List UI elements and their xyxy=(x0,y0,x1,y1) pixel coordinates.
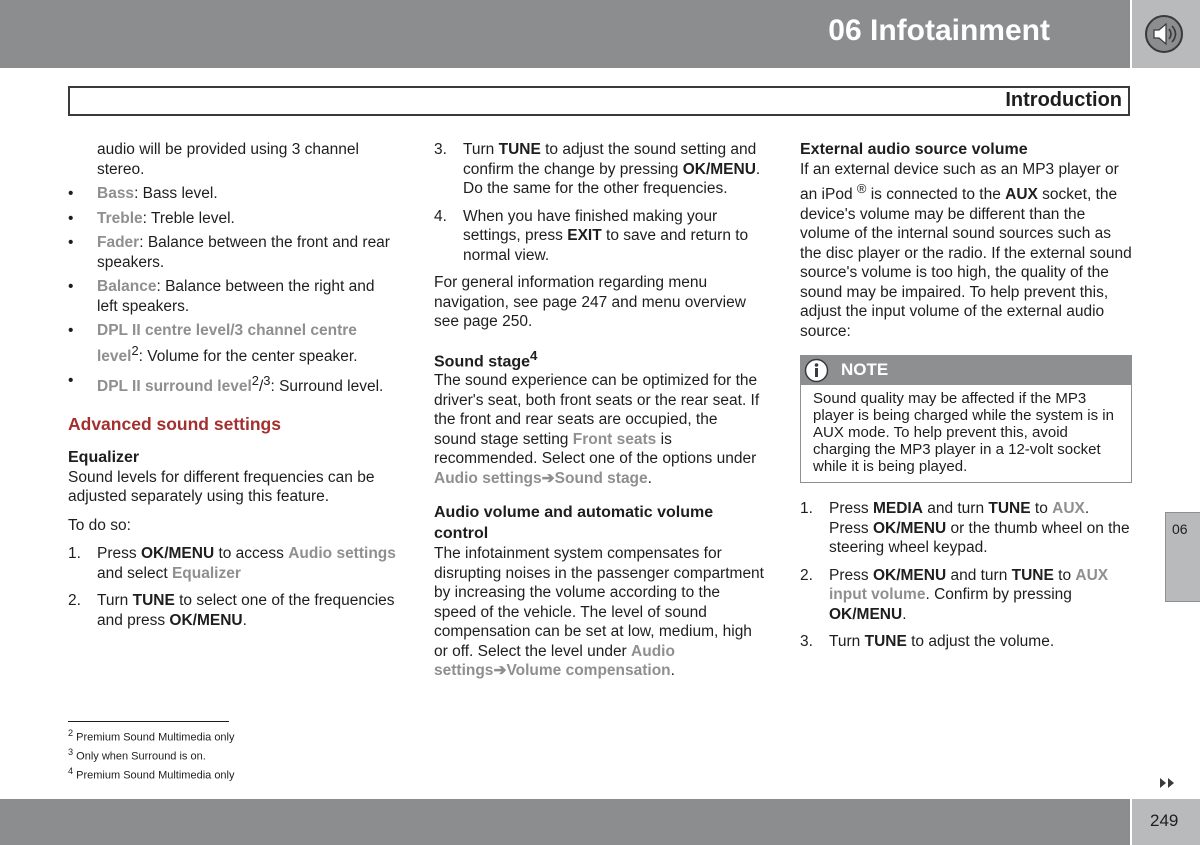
note-box xyxy=(800,355,1132,483)
note-text: Sound quality may be affected if the MP3 player is being charged while the system is in AUX mode. To help prevent this, avoid charging the MP3 player in a 12-volt socket while it is being played. xyxy=(813,390,1114,476)
bullet-text: : Surround level. xyxy=(270,378,384,396)
menu-term: Volume compensation xyxy=(506,662,671,680)
menu-term: Audio settings xyxy=(434,469,542,487)
note-header xyxy=(801,356,1131,385)
text: . Press xyxy=(829,500,1090,537)
double-chevron-right-icon xyxy=(1158,776,1176,790)
equalizer-text: Sound levels for different frequencies can be adjusted separately using this feature. xyxy=(68,468,375,506)
step-number: 1. xyxy=(800,500,813,518)
key: TUNE xyxy=(1011,566,1054,584)
todo-text: To do so: xyxy=(68,516,131,534)
menu-term: Equalizer xyxy=(171,564,241,582)
text: Turn xyxy=(463,141,499,158)
key: TUNE xyxy=(498,141,541,158)
step-number: 3. xyxy=(800,633,813,651)
step-number: 1. xyxy=(68,545,81,563)
footnote xyxy=(68,726,235,745)
menu-term: Audio settings xyxy=(434,642,675,680)
text: to access xyxy=(214,545,289,563)
key: MEDIA xyxy=(872,500,923,518)
general-info-text: For general information regarding menu navigation, see page 247 and menu overview see page 250. xyxy=(434,274,746,330)
footnote xyxy=(68,764,235,783)
equalizer-heading: Equalizer xyxy=(68,449,140,467)
bullet-item xyxy=(68,233,398,272)
bullet-dot: • xyxy=(68,234,74,251)
footnote-text: Only when Surround is on. xyxy=(73,750,206,763)
text: to adjust the sound setting and confirm the change by pressing xyxy=(463,141,757,178)
footnote-ref: 3 xyxy=(263,373,271,389)
heading-text: Sound stage xyxy=(434,352,531,370)
step-number: 2. xyxy=(68,592,81,610)
text: and turn xyxy=(922,500,989,518)
step-item xyxy=(434,207,764,266)
intro-text: audio will be provided using 3 channel stereo. xyxy=(97,141,359,178)
column-3 xyxy=(800,140,1132,660)
slash: / xyxy=(258,378,264,396)
section-header xyxy=(68,86,1130,116)
step-item xyxy=(800,499,1132,558)
text: to xyxy=(1053,566,1076,584)
text: If an external device such as an MP3 player or an iPod xyxy=(800,160,1119,204)
text: is recommended. Select one of the options under xyxy=(434,430,757,468)
step-number: 4. xyxy=(434,207,447,225)
info-icon xyxy=(804,358,829,383)
menu-term: AUX input volume xyxy=(829,566,1109,604)
text: to select one of the frequencies and press xyxy=(97,592,395,629)
footnote-number: 2 xyxy=(68,728,74,738)
step-number: 3. xyxy=(434,141,447,158)
bullet-dot: • xyxy=(68,185,74,202)
text: . xyxy=(670,662,675,680)
volume-text xyxy=(434,544,764,681)
text: Turn xyxy=(97,592,133,610)
key: OK/MENU xyxy=(140,545,215,563)
key: OK/MENU xyxy=(872,566,947,584)
footnote-divider xyxy=(68,721,229,722)
text: . xyxy=(902,605,907,623)
bullet-text: : Bass level. xyxy=(134,185,218,202)
step-item xyxy=(68,544,398,583)
text: socket, the device's volume may be different than the volume of the internal sound sources such as the disc player or the radio. If the external sound source's volume is too high, the quality of the sound may be impaired. To help prevent this, adjust the input volume of the external audio source: xyxy=(800,186,1132,340)
key: OK/MENU xyxy=(682,160,756,178)
bullet-item xyxy=(68,209,398,229)
volume-heading: Audio volume and automatic volume control xyxy=(434,504,714,543)
key: OK/MENU xyxy=(829,605,903,623)
bullet-item xyxy=(68,184,398,204)
bullet-dot: • xyxy=(68,372,74,390)
text: and turn xyxy=(946,566,1012,584)
footnote-number: 4 xyxy=(68,765,74,776)
footnote-text: Premium Sound Multimedia only xyxy=(73,731,235,744)
footnote-ref: 4 xyxy=(530,347,538,363)
text: and select xyxy=(97,564,172,582)
footer-bar xyxy=(0,799,1130,845)
menu-term: Audio settings xyxy=(288,545,396,563)
bullet-item xyxy=(68,371,398,397)
step-item xyxy=(68,591,398,630)
text: When you have finished making your settings, press xyxy=(463,207,718,244)
header-bar xyxy=(0,0,1130,68)
text: Press xyxy=(829,566,873,584)
step-number: 2. xyxy=(800,566,813,584)
registered-mark: ® xyxy=(856,181,867,196)
column-2 xyxy=(434,140,764,681)
speaker-icon xyxy=(1144,14,1184,54)
arrow-right-icon: ➔ xyxy=(493,662,507,680)
step-item xyxy=(800,566,1132,625)
text: Press xyxy=(97,545,141,563)
key: OK/MENU xyxy=(169,611,243,629)
bullet-text: : Balance between the right and left speakers. xyxy=(97,278,375,315)
text: or the thumb wheel on the steering wheel keypad. xyxy=(829,519,1130,557)
text: . xyxy=(242,611,247,629)
footnote xyxy=(68,745,235,764)
key: TUNE xyxy=(988,500,1031,518)
term: Bass xyxy=(97,185,135,202)
sound-stage-heading xyxy=(434,346,764,372)
advanced-heading: Advanced sound settings xyxy=(68,413,281,434)
bullet-text: : Treble level. xyxy=(142,209,235,227)
text: . Do the same for the other frequencies. xyxy=(463,160,761,197)
external-volume-heading: External audio source volume xyxy=(800,141,1028,158)
term: Fader xyxy=(97,234,140,251)
text: to adjust the volume. xyxy=(906,633,1055,651)
text: to save and return to normal view. xyxy=(463,227,749,264)
bullet-dot: • xyxy=(68,322,74,339)
step-item xyxy=(800,632,1132,652)
footnote-ref: 2 xyxy=(251,373,259,389)
note-title: NOTE xyxy=(841,360,889,380)
term: Balance xyxy=(97,278,157,295)
key: OK/MENU xyxy=(872,519,947,537)
column-1 xyxy=(68,140,398,638)
key: TUNE xyxy=(864,633,907,651)
external-volume-text xyxy=(800,160,1132,342)
key: EXIT xyxy=(567,227,602,244)
page-number: 249 xyxy=(1150,811,1179,830)
side-tab-label: 06 xyxy=(1172,521,1188,537)
text: Press xyxy=(829,500,873,518)
sound-stage-text xyxy=(434,371,764,488)
text: The sound experience can be optimized for the driver's seat, both front seats or the rear seat. If the front and rear seats are occupied, the sound stage setting xyxy=(434,372,760,448)
chapter-title: 06 Infotainment xyxy=(828,14,1050,47)
arrow-right-icon: ➔ xyxy=(541,469,555,487)
text: . Confirm by pressing xyxy=(925,586,1072,604)
bullet-text: : Volume for the center speaker. xyxy=(138,347,358,365)
menu-term: Sound stage xyxy=(554,469,648,487)
menu-term: AUX xyxy=(1052,500,1085,518)
term: DPL II surround level xyxy=(97,378,252,396)
key: TUNE xyxy=(132,592,175,610)
bullet-item xyxy=(68,321,398,366)
chapter-side-tab xyxy=(1165,512,1200,602)
section-title: Introduction xyxy=(1005,89,1122,111)
bullet-text: : Balance between the front and rear speakers. xyxy=(97,234,390,271)
term: DPL II centre level/3 channel centre level xyxy=(97,322,357,365)
bullet-dot: • xyxy=(68,278,74,295)
bullet-item xyxy=(68,277,398,316)
bullet-dot: • xyxy=(68,209,74,227)
text: Turn xyxy=(829,633,865,651)
footnote-ref: 2 xyxy=(131,342,139,358)
text: The infotainment system compensates for disrupting noises in the passenger compartment by increasing the volume according to the speed of the vehicle. The level of sound compensation can be set at low, medium, high or off. Select the level under xyxy=(434,545,764,660)
footnotes xyxy=(68,726,235,783)
text: is connected to the xyxy=(866,186,1006,204)
footnote-text: Premium Sound Multimedia only xyxy=(73,769,235,782)
menu-term: Front seats xyxy=(572,430,657,448)
text: . xyxy=(647,469,652,487)
footnote-number: 3 xyxy=(68,746,74,757)
term: Treble xyxy=(97,209,143,227)
text: to xyxy=(1030,500,1053,518)
step-item xyxy=(434,140,764,199)
key: AUX xyxy=(1005,186,1038,204)
